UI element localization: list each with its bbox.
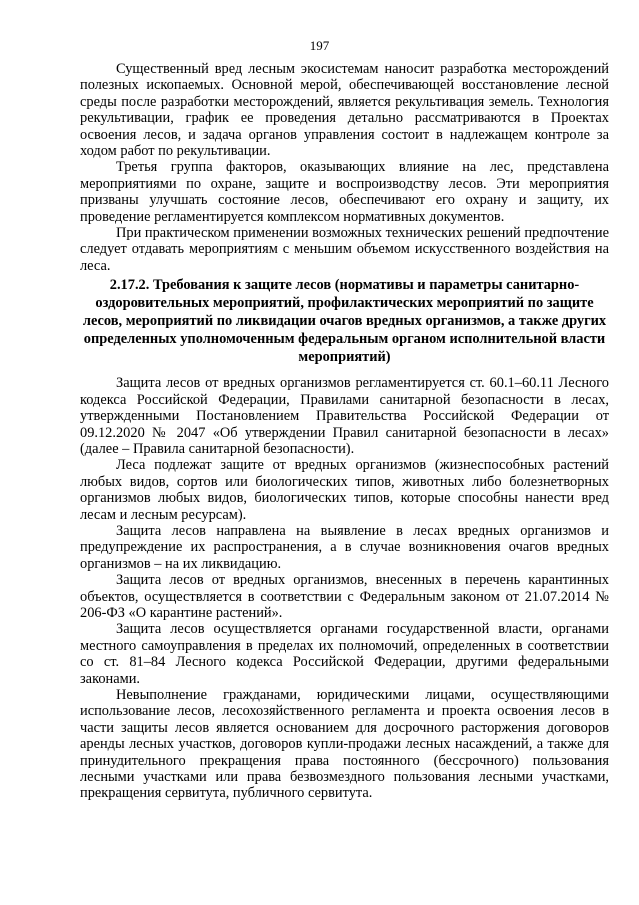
paragraph-protection-goal: Защита лесов направлена на выявление в лесах вредных организмов и предупреждение их распространения, а в случае возникновения очагов вредных организмов – на их ликвидацию. [80, 522, 609, 572]
paragraph-noncompliance: Невыполнение гражданами, юридическими лицами, осуществляющими использование лесов, лесохозяйственного регламента и проекта освоения лесов в части защиты лесов является основанием для досрочного расторжения договоров аренды лесных участков, договоров купли-продажи лесных насаждений, а также для принудительного прекращения права постоянного (бессрочного) пользования лесными участками или права безвозмездного пользования лесными участками, прекращения сервитута, публичного сервитута. [80, 687, 609, 802]
paragraph-technical-solutions: При практическом применении возможных технических решений предпочтение следует отдавать мероприятиям с меньшим объемом искусственного воздействия на леса. [80, 225, 609, 274]
paragraph-quarantine: Защита лесов от вредных организмов, внесенных в перечень карантинных объектов, осуществляется в соответствии с Федеральным законом от 21.07.2014 № 206-ФЗ «О карантине растений». [80, 572, 609, 621]
paragraph-mining-impact: Существенный вред лесным экосистемам наносит разработка месторождений полезных ископаемых. Основной мерой, обеспечивающей восстановление лесной среды после разработки месторождений, является рекультивация земель. Технология рекультивации, график ее проведения детально рассматриваются в Проектах освоения лесов, и задача органов управления состоит в надлежащем контроле за ходом работ по рекультивации. [80, 61, 609, 160]
page-body [80, 61, 609, 802]
section-heading: 2.17.2. Требования к защите лесов (нормативы и параметры санитарно-оздоровительных мероприятий, профилактических мероприятий по защите лесов, мероприятий по ликвидации очагов вредных организмов, а также других определенных уполномоченным федеральным органом исполнительной власти мероприятий) [82, 277, 607, 366]
paragraph-authorities: Защита лесов осуществляется органами государственной власти, органами местного самоуправления в пределах их полномочий, определенных в соответствии со ст. 81–84 Лесного кодекса Российской Федерации, другими федеральными законами. [80, 621, 609, 687]
paragraph-protection-subject: Леса подлежат защите от вредных организмов (жизнеспособных растений любых видов, сортов или биологических типов, животных либо болезнетворных организмов любых видов, биологических типов, которые способны нанести вред лесам и лесным ресурсам). [80, 457, 609, 523]
page-number: 197 [309, 38, 330, 53]
paragraph-third-factor-group: Третья группа факторов, оказывающих влияние на лес, представлена мероприятиями по охране, защите и воспроизводству лесов. Эти мероприятия призваны улучшать состояние лесов, обеспечивают его охрану и защиту, их проведение регламентируется комплексом нормативных документов. [80, 159, 609, 225]
paragraph-regulation: Защита лесов от вредных организмов регламентируется ст. 60.1–60.11 Лесного кодекса Российской Федерации, Правилами санитарной безопасности в лесах, утвержденными Постановлением Правительства Российской Федерации от 09.12.2020 № 2047 «Об утверждении Правил санитарной безопасности в лесах» (далее – Правила санитарной безопасности). [80, 375, 609, 457]
